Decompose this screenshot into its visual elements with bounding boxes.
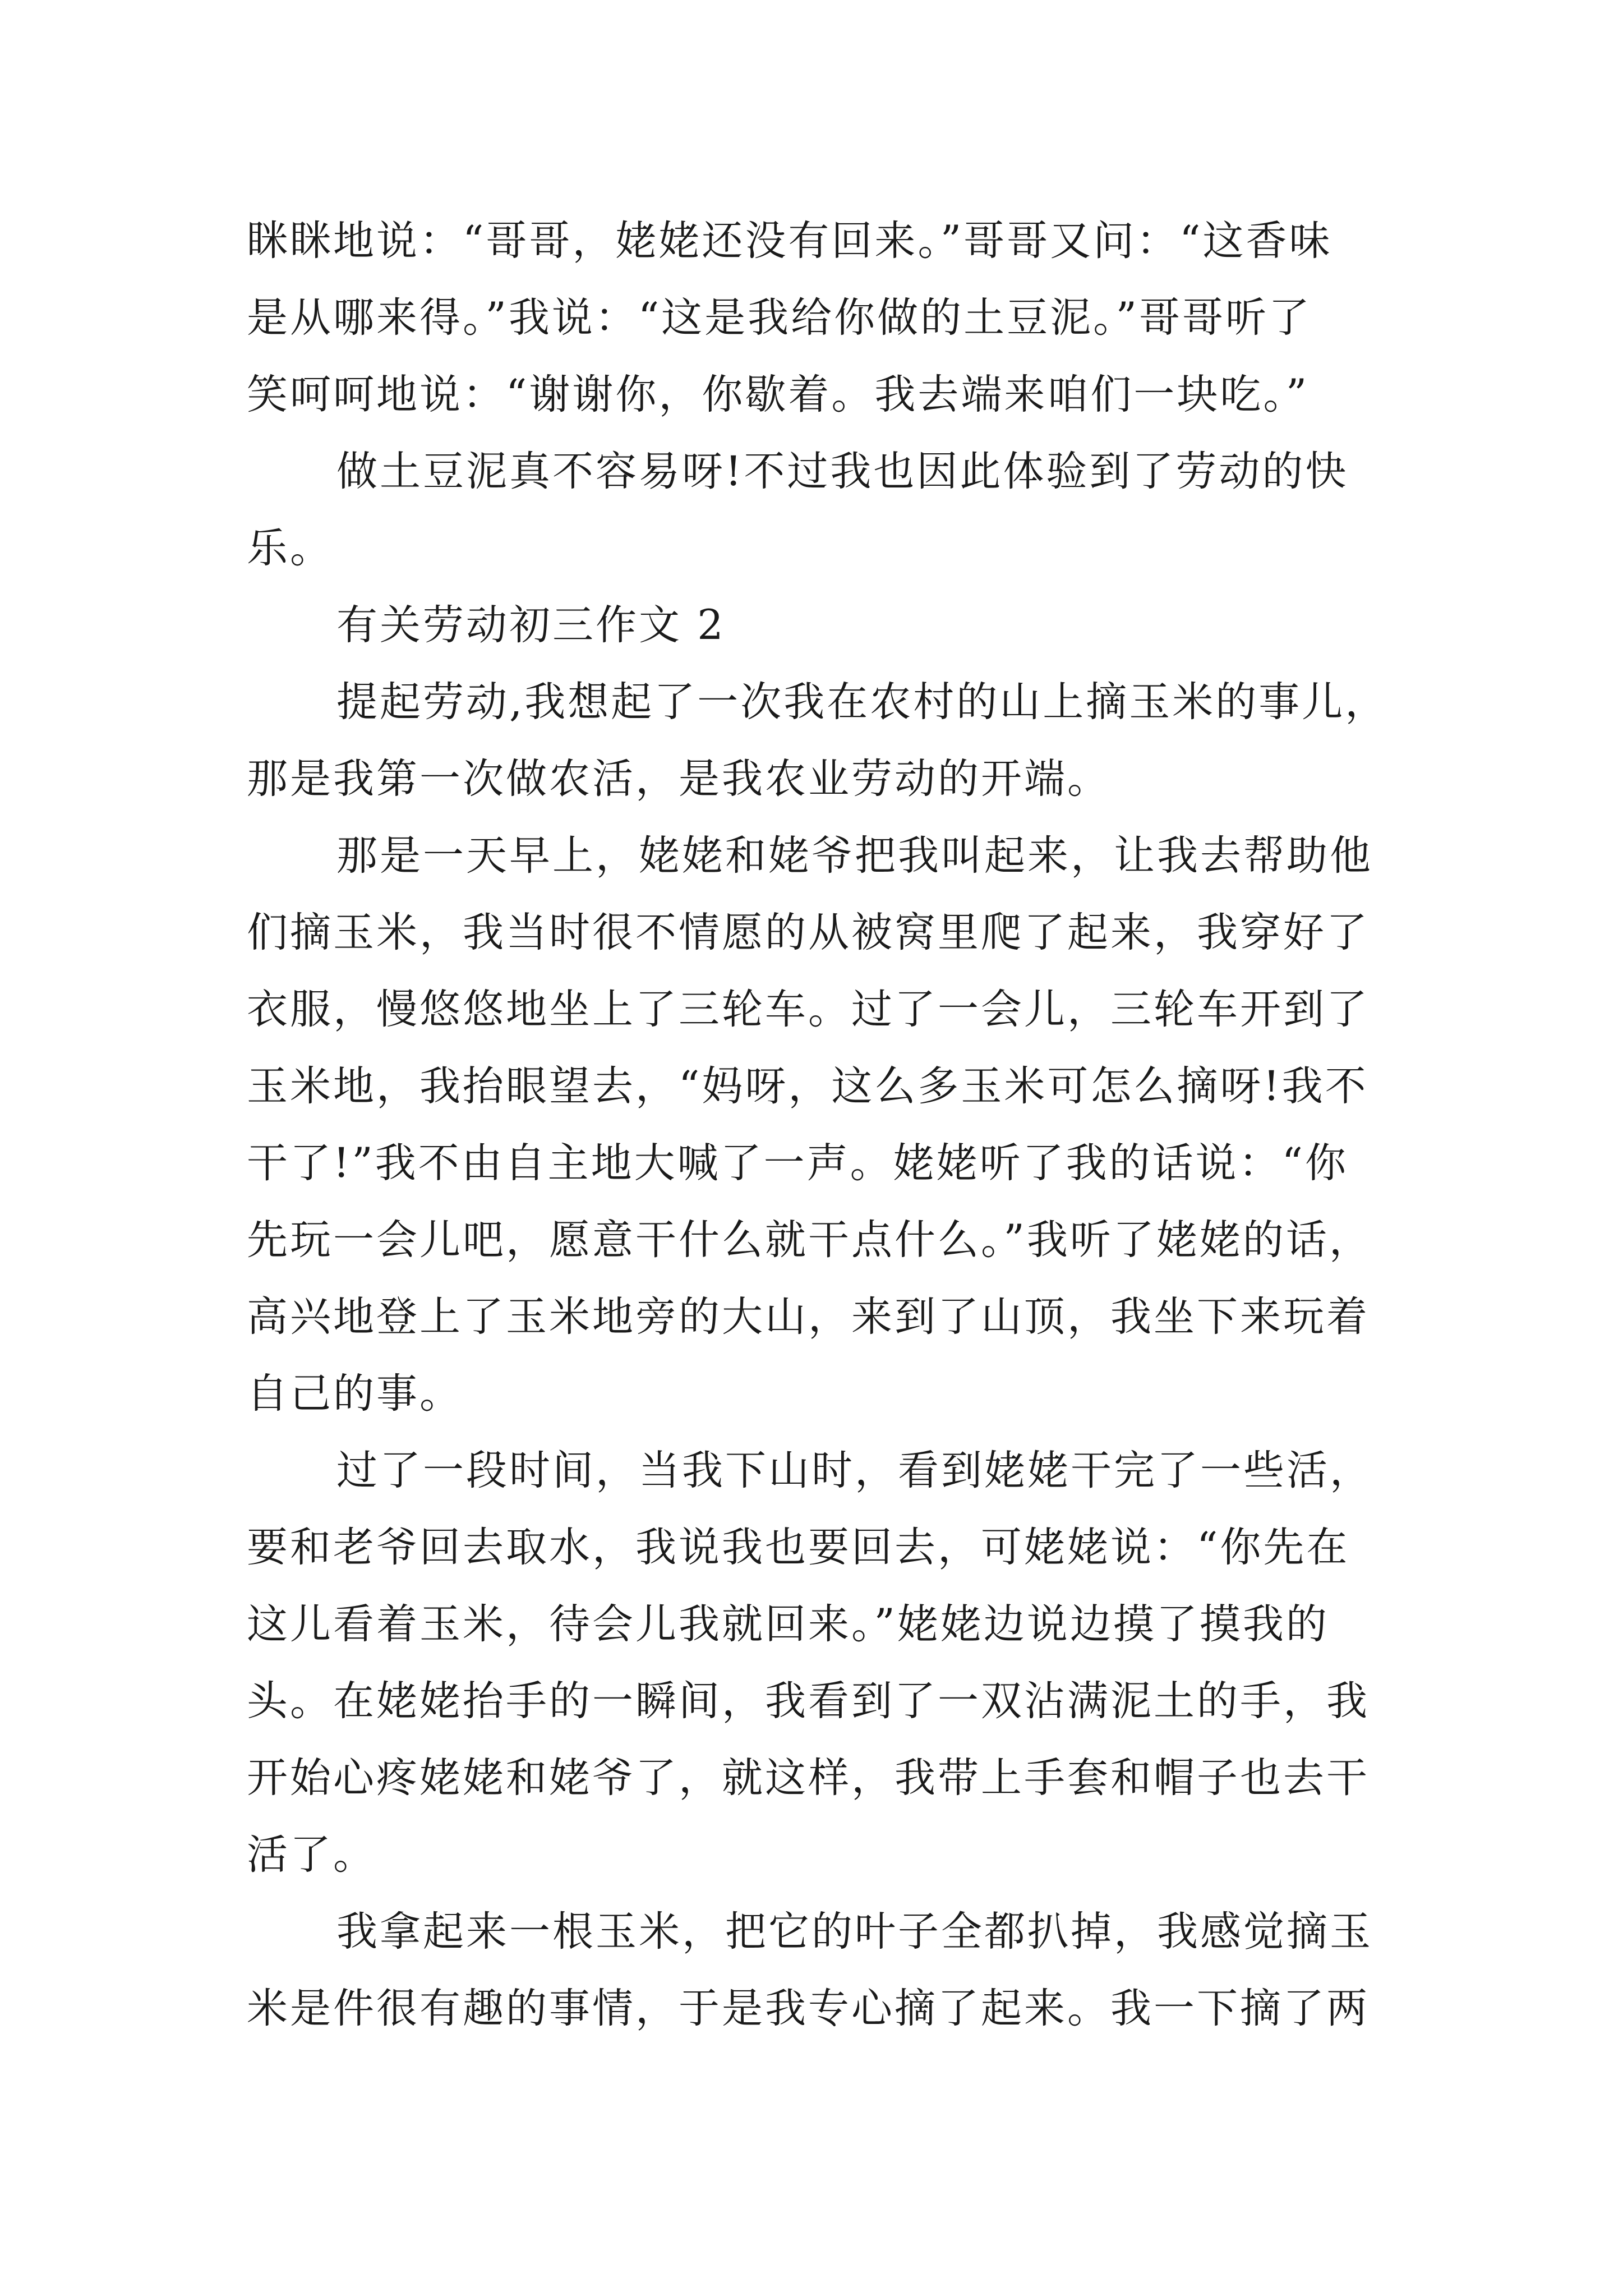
text-line: 要和老爷回去取水，我说我也要回去，可姥姥说：“你先在 — [247, 1524, 1350, 1571]
text-line: 自己的事。 — [247, 1370, 463, 1418]
text-line: 头。在姥姥抬手的一瞬间，我看到了一双沾满泥土的手，我 — [247, 1677, 1370, 1725]
text-line: 笑呵呵地说：“谢谢你，你歇着。我去端来咱们一块吃。” — [247, 371, 1310, 418]
text-line: 过了一段时间，当我下山时，看到姥姥干完了一些活， — [336, 1447, 1373, 1494]
text-line: 提起劳动,我想起了一次我在农村的山上摘玉米的事儿， — [336, 678, 1389, 726]
text-line: 米是件很有趣的事情，于是我专心摘了起来。我一下摘了两 — [247, 1985, 1370, 2032]
text-line: 开始心疼姥姥和姥爷了，就这样，我带上手套和帽子也去干 — [247, 1754, 1370, 1802]
text-line: 活了。 — [247, 1831, 376, 1879]
text-line: 做土豆泥真不容易呀!不过我也因此体验到了劳动的快 — [336, 448, 1349, 495]
text-line: 那是我第一次做农活，是我农业劳动的开端。 — [247, 755, 1110, 803]
text-line: 乐。 — [247, 524, 333, 572]
text-line: 那是一天早上，姥姥和姥爷把我叫起来，让我去帮助他 — [336, 832, 1373, 880]
text-line: 这儿看着玉米，待会儿我就回来。”姥姥边说边摸了摸我的 — [247, 1600, 1329, 1648]
text-line: 干了!”我不由自主地大喊了一声。姥姥听了我的话说：“你 — [247, 1139, 1348, 1187]
text-line: 眯眯地说：“哥哥，姥姥还没有回来。”哥哥又问：“这香味 — [247, 217, 1332, 265]
text-line: 玉米地，我抬眼望去，“妈呀，这么多玉米可怎么摘呀!我不 — [247, 1062, 1368, 1110]
text-line: 衣服，慢悠悠地坐上了三轮车。过了一会儿，三轮车开到了 — [247, 986, 1370, 1033]
text-line: 我拿起来一根玉米，把它的叶子全都扒掉，我感觉摘玉 — [336, 1908, 1373, 1955]
section-heading: 有关劳动初三作文 2 — [336, 601, 726, 649]
text-line: 是从哪来得。”我说：“这是我给你做的土豆泥。”哥哥听了 — [247, 294, 1312, 342]
text-line: 高兴地登上了玉米地旁的大山，来到了山顶，我坐下来玩着 — [247, 1293, 1370, 1341]
text-line: 先玩一会儿吧，愿意干什么就干点什么。”我听了姥姥的话， — [247, 1216, 1372, 1264]
text-line: 们摘玉米，我当时很不情愿的从被窝里爬了起来，我穿好了 — [247, 909, 1370, 956]
